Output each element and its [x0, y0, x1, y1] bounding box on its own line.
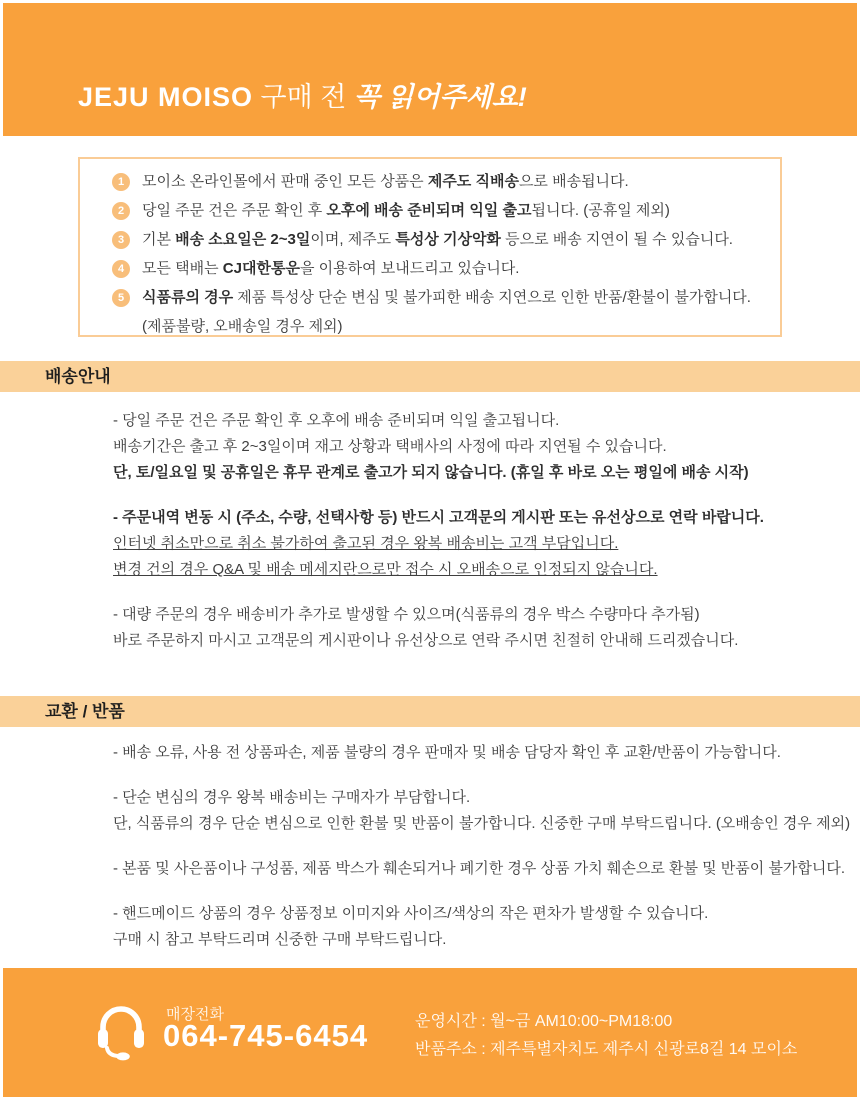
shipping-paragraph-3 [113, 602, 813, 654]
shipping-info-body [113, 408, 813, 673]
store-phone-number: 064-745-6454 [163, 1018, 369, 1053]
notice-item-1 [112, 173, 770, 191]
text-line: 변경 건의 경우 Q&A 및 배송 메세지란으로만 접수 시 오배송으로 인정되지 않습니다. [113, 561, 658, 578]
notice-text-3 [142, 231, 733, 249]
number-badge-1: 1 [112, 173, 130, 191]
page-title [78, 75, 527, 114]
number-badge-2: 2 [112, 202, 130, 220]
text-line: 인터넷 취소만으로 취소 불가하여 출고된 경우 왕복 배송비는 고객 부담입니다. [113, 535, 619, 552]
text-segment: 모든 택배는 [142, 260, 223, 277]
text-segment: 됩니다. (공휴일 제외) [531, 202, 670, 219]
top-banner [3, 3, 857, 136]
title-emphasis: 꼭 읽어주세요! [353, 82, 527, 112]
text-segment: 제품 특성상 단순 변심 및 불가피한 배송 지연으로 인한 반품/환불이 불가합니다. [233, 289, 751, 306]
text-line: - 주문내역 변동 시 (주소, 수량, 선택사항 등) 반드시 고객문의 게시판 또는 유선상으로 연락 바랍니다. [113, 509, 764, 526]
notice-text-2 [142, 202, 670, 220]
title-mid: 구매 전 [253, 82, 354, 112]
notice-item-5 [112, 289, 770, 307]
text-segment: 모이소 온라인몰에서 판매 중인 모든 상품은 [142, 173, 428, 190]
exchange-paragraph-2 [113, 785, 851, 837]
text-segment: 기본 [142, 231, 176, 248]
shipping-paragraph-1 [113, 408, 813, 486]
notice-text-5 [142, 289, 751, 307]
text-line: - 당일 주문 건은 주문 확인 후 오후에 배송 준비되며 익일 출고됩니다. [113, 412, 560, 429]
exchange-paragraph-3 [113, 856, 846, 882]
shipping-paragraph-2 [113, 505, 813, 583]
section-header-exchange-return: 교환 / 반품 [0, 696, 860, 727]
store-phone-label: 매장전화 [166, 1006, 224, 1023]
notice-box [78, 157, 782, 337]
section-header-shipping: 배송안내 [0, 361, 860, 392]
text-segment-bold: CJ대한통운 [222, 260, 300, 277]
exchange-paragraph-4 [113, 901, 813, 953]
text-segment: 이며, 제주도 [310, 231, 396, 248]
return-address: 반품주소 : 제주특별자치도 제주시 신광로8길 14 모이소 [415, 1041, 798, 1058]
text-segment: 으로 배송됩니다. [518, 173, 629, 190]
exchange-return-body [113, 740, 851, 972]
notice-item-4 [112, 260, 770, 278]
business-hours: 운영시간 : 월~금 AM10:00~PM18:00 [415, 1013, 673, 1030]
number-badge-4: 4 [112, 260, 130, 278]
text-segment-bold: 식품류의 경우 [142, 289, 234, 306]
text-segment-bold: 배송 소요일은 2~3일 [175, 231, 311, 248]
text-segment: 을 이용하여 보내드리고 있습니다. [299, 260, 520, 277]
notice-item-3 [112, 231, 770, 249]
text-line: - 단순 변심의 경우 왕복 배송비는 구매자가 부담합니다. [113, 789, 471, 806]
text-segment: 당일 주문 건은 주문 확인 후 [142, 202, 327, 219]
text-line: - 대량 주문의 경우 배송비가 추가로 발생할 수 있으며(식품류의 경우 박스 수량마다 추가됨) [113, 606, 700, 623]
number-badge-5: 5 [112, 289, 130, 307]
number-badge-3: 3 [112, 231, 130, 249]
text-line: 단, 토/일요일 및 공휴일은 휴무 관계로 출고가 되지 않습니다. (휴일 후 바로 오는 평일에 배송 시작) [113, 464, 749, 481]
text-line: 단, 식품류의 경우 단순 변심으로 인한 환불 및 반품이 불가합니다. 신중한 구매 부탁드립니다. (오배송인 경우 제외) [113, 815, 851, 832]
notice-item-5-extra: (제품불량, 오배송일 경우 제외) [142, 318, 343, 335]
exchange-paragraph-1 [113, 740, 813, 766]
text-segment-bold: 특성상 기상악화 [395, 231, 501, 248]
text-line: 배송기간은 출고 후 2~3일이며 재고 상황과 택배사의 사정에 따라 지연될 수 있습니다. [113, 438, 667, 455]
text-line: - 핸드메이드 상품의 경우 상품정보 이미지와 사이즈/색상의 작은 편차가 발생할 수 있습니다. [113, 905, 709, 922]
notice-text-4 [142, 260, 519, 278]
text-line: - 본품 및 사은품이나 구성품, 제품 박스가 훼손되거나 폐기한 경우 상품 가치 훼손으로 환불 및 반품이 불가합니다. [113, 860, 846, 877]
headset-icon [92, 1000, 150, 1067]
text-segment-bold: 오후에 배송 준비되며 익일 출고 [326, 202, 532, 219]
footer [3, 968, 857, 1097]
text-segment-bold: 제주도 직배송 [427, 173, 519, 190]
notice-item-2 [112, 202, 770, 220]
brand-name: JEJU MOISO [78, 82, 254, 112]
text-line: 구매 시 참고 부탁드리며 신중한 구매 부탁드립니다. [113, 931, 447, 948]
text-line: - 배송 오류, 사용 전 상품파손, 제품 불량의 경우 판매자 및 배송 담당자 확인 후 교환/반품이 가능합니다. [113, 744, 781, 761]
text-segment: 등으로 배송 지연이 될 수 있습니다. [500, 231, 733, 248]
text-line: 바로 주문하지 마시고 고객문의 게시판이나 유선상으로 연락 주시면 친절히 안내해 드리겠습니다. [113, 632, 739, 649]
notice-text-1 [142, 173, 629, 191]
